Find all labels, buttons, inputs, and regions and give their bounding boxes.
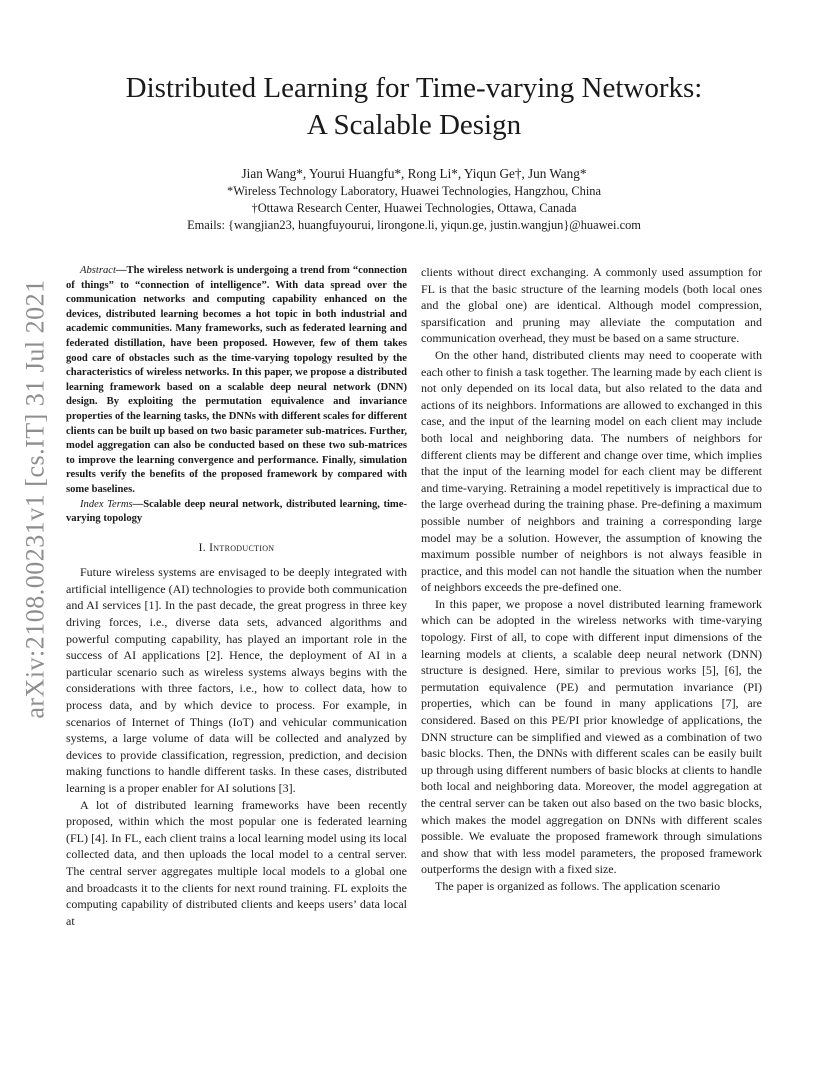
abstract-label: Abstract xyxy=(80,265,116,276)
paper-title-line-1: Distributed Learning for Time-varying Networks: xyxy=(125,72,703,104)
author-emails: Emails: {wangjian23, huangfuyourui, lirongone.li, yiqun.ge, justin.wangjun}@huawei.com xyxy=(187,218,641,232)
arxiv-identifier-stamp xyxy=(12,262,60,736)
paragraph: In this paper, we propose a novel distributed learning framework which can be adopted in the wireless networks with time-varying topology. First of all, to cope with different input dimensions of the learning models at clients, a scalable deep neural network (DNN) structure is designed. Here, similar to previous works [5], [6], the permutation equivalence (PE) and permutation invariance (PI) properties, which can be found in many applications [7], are considered. Based on this PE/PI prior knowledge of applications, the DNN structure can be simplified and viewed as a combination of two basic blocks. Then, the DNNs with different scales can be easily built up through using different numbers of basic blocks at clients to handle both local and neighboring data. Moreover, the model aggregation at the central server can be taken out also based on the two basic blocks, which makes the model aggregation on DNNs with different scales possible. We evaluate the proposed framework through simulations and show that with less model parameters, the proposed framework outperforms the design with a fixed size. xyxy=(421,596,762,877)
left-column xyxy=(66,264,407,929)
author-list: Jian Wang*, Yourui Huangfu*, Rong Li*, Yiqun Ge†, Jun Wang* xyxy=(241,166,587,181)
index-terms-label: Index Terms xyxy=(80,498,133,510)
abstract-text: —The wireless network is undergoing a trend from “connection of things” to “connection of intelligence”. With data spread over the communication networks and computing capability enhanced on the devices, distributed learning becomes a hot topic in both industrial and academic communities. Many frameworks, such as federated learning and federated distillation, have been proposed. However, few of them takes good care of obstacles such as the time-varying topology resulted by the characteristics of wireless networks. In this paper, we propose a distributed learning framework based on a scalable deep neural network (DNN) design. By exploiting the permutation equivalence and invariance properties of the learning tasks, the DNNs with different scales for different clients can be built up based on two basic parameter sub-matrices. Further, model aggregation can also be conducted based on these two sub-matrices to improve the learning convergence and performance. Finally, simulation results verify the benefits of the proposed framework by compared with some baselines. xyxy=(66,265,407,495)
paragraph: On the other hand, distributed clients may need to cooperate with each other to finish a task together. The learning made by each client is not only depended on its local data, but also related to the data and actions of its neighbors. Informations are allowed to exchanged in this case, and the input of the learning model on each client may include both local and neighboring data. The numbers of neighbors for different clients may be different and change over time, which implies that the input of the learning model for each client may be different and time-varying. Retraining a model repetitively is impractical due to the large overhead during the training phase. Pre-defining a maximum possible number of neighbors and training a corresponding large model may be a solution. However, the assumption of knowing the maximum possible number of neighbors is not always feasible in practice, and this model can not handle the situation when the number of neighbors exceeds the pre-defined one. xyxy=(421,347,762,595)
right-column xyxy=(421,264,762,895)
abstract xyxy=(66,264,407,498)
paragraph: clients without direct exchanging. A commonly used assumption for FL is that the basic structure of the learning models (both local ones and the global one) are identical. Although model compression, sparsification and pruning may alleviate the computation and communication overhead, they must be based on a same structure. xyxy=(421,265,762,346)
paper-title xyxy=(60,70,768,144)
arxiv-identifier-text: arXiv:2108.00231v1 [cs.IT] 31 Jul 2021 xyxy=(21,279,50,719)
paragraph: A lot of distributed learning frameworks have been recently proposed, within which the most popular one is federated learning (FL) [4]. In FL, each client trains a local learning model using its local collected data, and then uploads the local model to a central server. The central server aggregates multiple local models to a global one and broadcasts it to the clients for next round training. FL exploits the computing capability of distributed clients and keeps users’ data local at xyxy=(66,797,407,928)
paragraph: Future wireless systems are envisaged to be deeply integrated with artificial intelligence (AI) technologies to provide both communication and AI services [1]. In the past decade, the great progress in three key driving forces, i.e., diverse data sets, advanced algorithms and powerful computing capability, has played an important role in the success of AI applications [2]. Hence, the deployment of AI in a particular scenario such as wireless systems always begins with the considerations with three factors, i.e., how to collect data, how to process data, and by which device to process. For example, in scenarios of Internet of Things (IoT) and vehicular communication systems, a large volume of data will be collected and analyzed by devices to provide classification, regression, prediction, and decision making functions to handle different tasks. In these cases, distributed learning is a proper enabler for AI solutions [3]. xyxy=(66,565,407,795)
author-block xyxy=(60,165,768,234)
paragraph: The paper is organized as follows. The application scenario xyxy=(435,878,721,893)
affiliation-ottawa: †Ottawa Research Center, Huawei Technologies, Ottawa, Canada xyxy=(251,201,577,215)
paper-title-line-2: A Scalable Design xyxy=(306,109,522,141)
section-heading-introduction: I. Introduction xyxy=(198,540,275,554)
index-terms xyxy=(66,498,407,527)
affiliation-hangzhou: *Wireless Technology Laboratory, Huawei Technologies, Hangzhou, China xyxy=(227,184,601,198)
index-terms-text: —Scalable deep neural network, distributed learning, time-varying topology xyxy=(66,498,407,525)
